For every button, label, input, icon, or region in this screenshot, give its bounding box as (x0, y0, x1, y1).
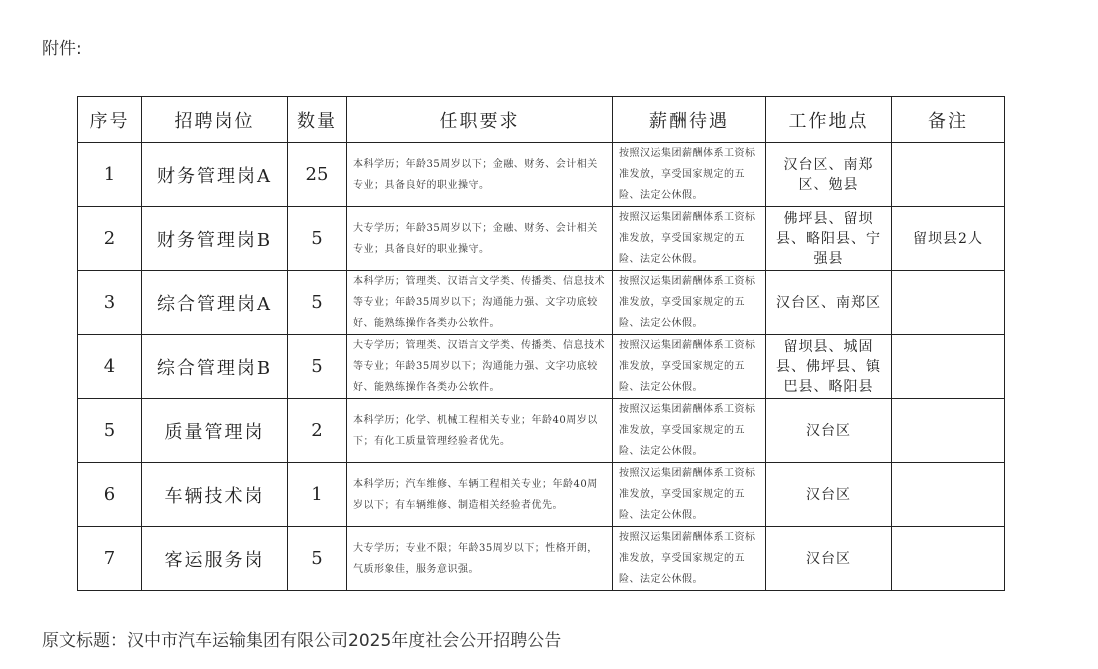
table-row (78, 335, 1005, 399)
cell-position: 质量管理岗 (142, 399, 288, 463)
cell-no: 4 (78, 335, 142, 399)
attachment-label: 附件: (42, 39, 82, 59)
cell-note: 留坝县2人 (892, 207, 1005, 271)
table-row (78, 527, 1005, 591)
cell-location: 汉台区、南郑区 (766, 271, 892, 335)
cell-no: 7 (78, 527, 142, 591)
cell-location: 汉台区 (766, 527, 892, 591)
header-location: 工作地点 (766, 97, 892, 143)
cell-count: 5 (288, 207, 347, 271)
cell-count: 5 (288, 271, 347, 335)
cell-pay: 按照汉运集团薪酬体系工资标准发放，享受国家规定的五险、法定公休假。 (613, 143, 766, 207)
cell-location: 佛坪县、留坝县、略阳县、宁强县 (766, 207, 892, 271)
cell-requirement: 大专学历；专业不限；年龄35周岁以下；性格开朗，气质形象佳，服务意识强。 (347, 527, 613, 591)
cell-requirement: 本科学历；年龄35周岁以下；金融、财务、会计相关专业；具备良好的职业操守。 (347, 143, 613, 207)
cell-no: 5 (78, 399, 142, 463)
cell-no: 3 (78, 271, 142, 335)
cell-pay: 按照汉运集团薪酬体系工资标准发放，享受国家规定的五险、法定公休假。 (613, 207, 766, 271)
cell-count: 5 (288, 335, 347, 399)
cell-requirement: 本科学历；汽车维修、车辆工程相关专业；年龄40周岁以下；有车辆维修、制造相关经验者优先。 (347, 463, 613, 527)
header-no: 序号 (78, 97, 142, 143)
source-title-line: 原文标题：汉中市汽车运输集团有限公司2025年度社会公开招聘公告 (42, 631, 562, 651)
cell-no: 1 (78, 143, 142, 207)
cell-pay: 按照汉运集团薪酬体系工资标准发放，享受国家规定的五险、法定公休假。 (613, 527, 766, 591)
cell-position: 综合管理岗A (142, 271, 288, 335)
recruitment-table (77, 96, 1005, 591)
cell-note (892, 143, 1005, 207)
cell-note (892, 399, 1005, 463)
cell-count: 25 (288, 143, 347, 207)
cell-requirement: 大专学历；管理类、汉语言文学类、传播类、信息技术等专业；年龄35周岁以下；沟通能力强、文字功底较好、能熟练操作各类办公软件。 (347, 335, 613, 399)
header-position: 招聘岗位 (142, 97, 288, 143)
cell-note (892, 335, 1005, 399)
cell-position: 客运服务岗 (142, 527, 288, 591)
cell-note (892, 463, 1005, 527)
table-row (78, 399, 1005, 463)
cell-pay: 按照汉运集团薪酬体系工资标准发放，享受国家规定的五险、法定公休假。 (613, 271, 766, 335)
table-row (78, 463, 1005, 527)
cell-pay: 按照汉运集团薪酬体系工资标准发放，享受国家规定的五险、法定公休假。 (613, 399, 766, 463)
cell-location: 汉台区 (766, 399, 892, 463)
table-row (78, 271, 1005, 335)
cell-position: 车辆技术岗 (142, 463, 288, 527)
cell-pay: 按照汉运集团薪酬体系工资标准发放，享受国家规定的五险、法定公休假。 (613, 335, 766, 399)
cell-count: 1 (288, 463, 347, 527)
cell-position: 财务管理岗B (142, 207, 288, 271)
cell-requirement: 本科学历；化学、机械工程相关专业；年龄40周岁以下；有化工质量管理经验者优先。 (347, 399, 613, 463)
cell-location: 汉台区 (766, 463, 892, 527)
cell-no: 2 (78, 207, 142, 271)
cell-no: 6 (78, 463, 142, 527)
table-row (78, 207, 1005, 271)
cell-requirement: 本科学历；管理类、汉语言文学类、传播类、信息技术等专业；年龄35周岁以下；沟通能力强、文字功底较好、能熟练操作各类办公软件。 (347, 271, 613, 335)
table-header-row (78, 97, 1005, 143)
cell-pay: 按照汉运集团薪酬体系工资标准发放，享受国家规定的五险、法定公休假。 (613, 463, 766, 527)
header-note: 备注 (892, 97, 1005, 143)
cell-location: 汉台区、南郑区、勉县 (766, 143, 892, 207)
cell-location: 留坝县、城固县、佛坪县、镇巴县、略阳县 (766, 335, 892, 399)
cell-position: 综合管理岗B (142, 335, 288, 399)
header-count: 数量 (288, 97, 347, 143)
table-row (78, 143, 1005, 207)
cell-count: 5 (288, 527, 347, 591)
cell-note (892, 527, 1005, 591)
cell-count: 2 (288, 399, 347, 463)
cell-note (892, 271, 1005, 335)
header-requirement: 任职要求 (347, 97, 613, 143)
cell-requirement: 大专学历；年龄35周岁以下；金融、财务、会计相关专业；具备良好的职业操守。 (347, 207, 613, 271)
header-pay: 薪酬待遇 (613, 97, 766, 143)
cell-position: 财务管理岗A (142, 143, 288, 207)
